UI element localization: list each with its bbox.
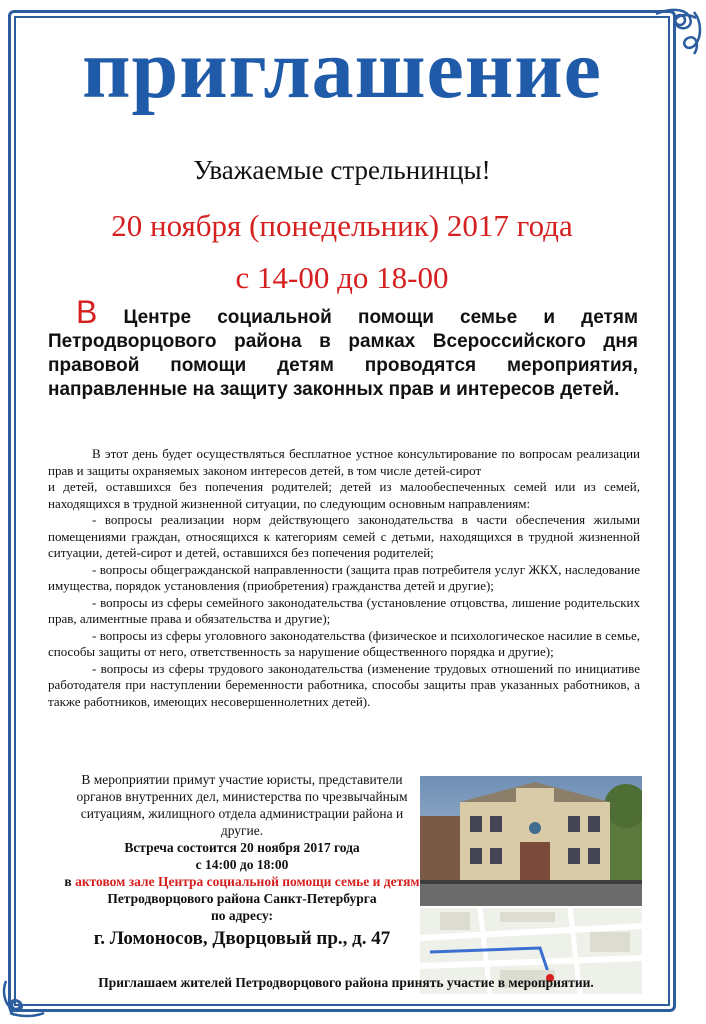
- topic-item: - вопросы из сферы семейного законодательства (установление отцовства, лишение родительских прав, алиментные права и обязательства и другие);: [48, 594, 640, 626]
- consultation-details: [48, 446, 640, 710]
- place-hall: актовом зале Центра социальной помощи семье и детям: [75, 874, 420, 889]
- intro-paragraph-2: и детей, оставшихся без попечения родителей; детей из малообеспеченных семей или из семей, находящихся в трудной жизненной ситуации, по следующим основным направлениям:: [48, 479, 640, 511]
- closing-invitation: Приглашаем жителей Петродворцового района принять участие в мероприятии.: [98, 975, 594, 990]
- meeting-place: [62, 873, 422, 890]
- district-text: Петродворцового района Санкт-Петербурга: [107, 891, 377, 906]
- event-date: 20 ноября (понедельник) 2017 года: [111, 208, 573, 243]
- invitation-title: приглашение: [82, 23, 602, 116]
- topic-item: - вопросы общегражданской направленности (защита прав потребителя услуг ЖКХ, наследование имущества, порядок установления (приобретения) гражданства детей и другие);: [48, 561, 640, 593]
- meeting-time: с 14:00 до 18:00: [195, 857, 289, 872]
- lead-text: Центре социальной помощи семье и детям Петродворцового района в рамках Всероссийского дня правовой помощи детям проводятся мероприятия, направленные на защиту законных прав и интересов детей.: [48, 307, 638, 400]
- intro-paragraph-1: В этот день будет осуществляться бесплатное устное консультирование по вопросам реализации прав и защиты охраняемых законом интересов детей, в том числе детей-сирот: [48, 446, 640, 478]
- event-info: [62, 771, 422, 952]
- building-photo: [420, 776, 642, 906]
- topic-item: - вопросы из сферы уголовного законодательства (физическое и психологическое насилие в семье, способы защиты от него, ответственность за нарушение общественного порядка и другие);: [48, 627, 640, 659]
- street-address: г. Ломоносов, Дворцовый пр., д. 47: [93, 928, 391, 949]
- lead-initial: В: [76, 294, 98, 330]
- lead-paragraph: [48, 294, 638, 402]
- meeting-date: Встреча состоится 20 ноября 2017 года: [124, 840, 360, 855]
- event-time: с 14-00 до 18-00: [235, 260, 449, 295]
- at-address-label: по адресу:: [210, 908, 274, 923]
- corner-knot-ornament: [650, 4, 706, 60]
- topic-item: - вопросы реализации норм действующего законодательства в части обеспечения жилыми помещениями граждан, относящихся к категориям семей с детьми, находящихся в трудной жизненной ситуации, детей-сирот и детей, оставшихся без попечения родителей;: [48, 512, 640, 560]
- place-prefix: в: [64, 874, 76, 889]
- participants-text: В мероприятии примут участие юристы, представители органов внутренних дел, министерства по чрезвычайным ситуациям, жилищного отдела администрации района и другие.: [76, 772, 408, 838]
- greeting: Уважаемые стрельнинцы!: [193, 155, 491, 185]
- corner-knot-ornament-bottom: [0, 975, 50, 1020]
- topic-item: - вопросы из сферы трудового законодательства (изменение трудовых отношений по инициативе работодателя при наступлении беременности работника, способы защиты прав указанных работников, а также работников, имеющих несовершеннолетних детей).: [48, 660, 640, 709]
- invitation-content: [30, 20, 654, 295]
